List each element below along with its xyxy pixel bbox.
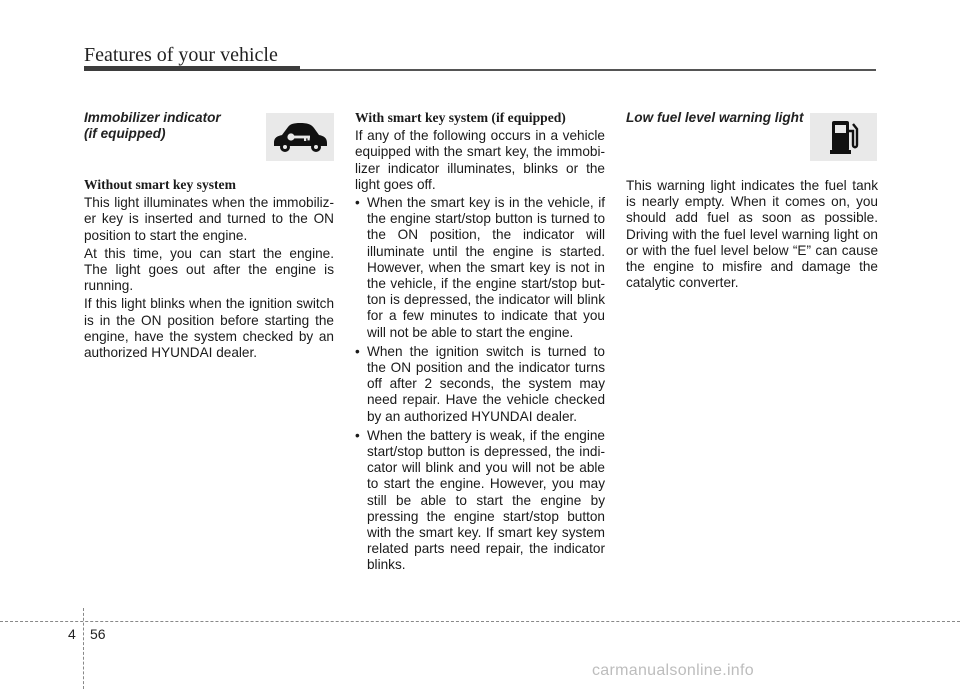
chapter-number: 4 (68, 626, 76, 642)
immobilizer-paragraph-2: At this time, you can start the engine. The light goes out after the engine is running. (84, 245, 334, 294)
immobilizer-paragraph-1: This light illuminates when the immobiliz-er key is inserted and turned to the ON position to start the engine. (84, 195, 334, 243)
header-rule-thick (84, 66, 300, 71)
immobilizer-heading (84, 110, 244, 142)
page-header-title: Features of your vehicle (84, 44, 278, 66)
low-fuel-icon-box (810, 113, 877, 161)
page-number: 56 (90, 626, 106, 642)
footer-rule (0, 621, 960, 622)
immobilizer-paragraph-3: If this light blinks when the ignition switch is in the ON position before starting the engine, have the system checked by an authorized HYUNDAI dealer. (84, 296, 334, 361)
with-smart-key-heading: With smart key system (if equipped) (355, 110, 566, 125)
low-fuel-paragraph: This warning light indicates the fuel tank is nearly empty. When it comes on, you should add fuel as soon as possible. Driving with the fuel level warning light on or with the fuel level below “E” can cause the engine to misfire and damage the catalytic converter. (626, 178, 878, 291)
smart-key-intro: If any of the following occurs in a vehicle equipped with the smart key, the immobi-lizer indicator illuminates, blinks or the light goes off. (355, 128, 605, 192)
fuel-pump-icon (827, 117, 861, 157)
smart-key-bullets (355, 195, 605, 574)
immobilizer-heading-line2: (if equipped) (84, 126, 166, 141)
car-key-icon (270, 119, 330, 155)
footer-divider (83, 608, 84, 689)
header-rule-thin (300, 69, 876, 71)
without-smart-key-heading: Without smart key system (84, 177, 236, 192)
smart-key-bullet-2: • When the ignition switch is turned to the ON position and the indicator turns off after 2 seconds, the system may need repair. Have the vehicle checked by an authorized HYUNDAI dealer. (355, 344, 605, 425)
smart-key-bullet-3: • When the battery is weak, if the engine start/stop button is depressed, the indi-cator will blink and you will not be able to start the engine. However, you may still be able to start the engine by pressing the engine start/stop button with the smart key. If smart key system related parts need repair, the indicator blinks. (355, 428, 605, 574)
column-smart-key (355, 110, 605, 577)
low-fuel-heading: Low fuel level warning light (626, 110, 804, 125)
watermark-text: carmanualsonline.info (592, 662, 754, 679)
immobilizer-icon-box (266, 113, 334, 161)
immobilizer-heading-line1: Immobilizer indicator (84, 110, 221, 125)
smart-key-bullet-1: • When the smart key is in the vehicle, if the engine start/stop button is turned to the ON position, the indicator will illuminate until the engine is started. However, when the smart key is not in the vehicle, if the engine start/stop but-ton is depressed, the indicator will blink for a few minutes to indicate that you will not be able to start the engine. (355, 195, 605, 341)
